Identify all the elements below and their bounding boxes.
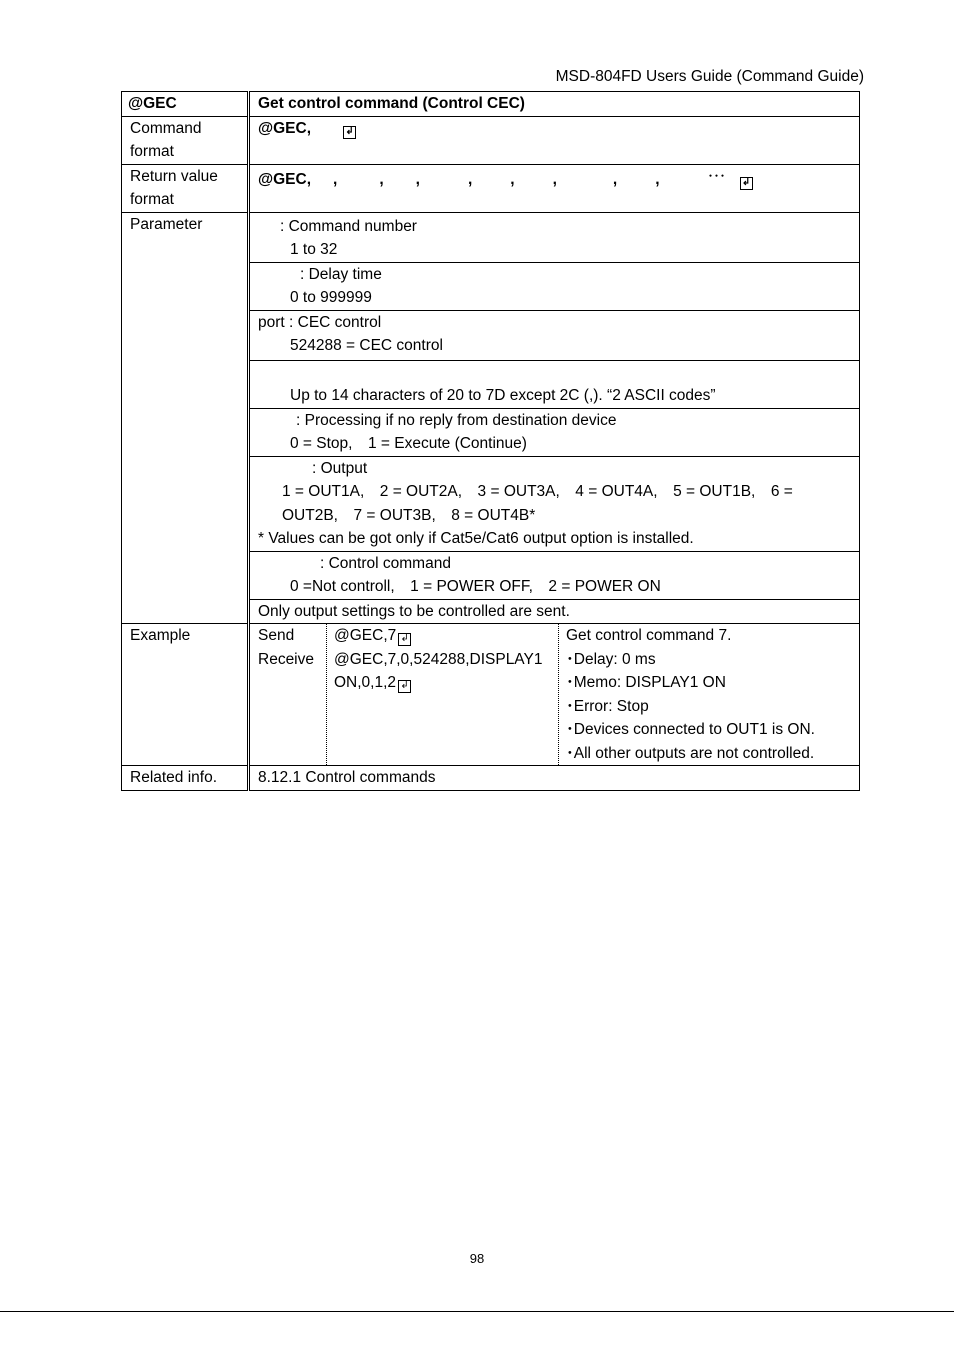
example-content xyxy=(249,624,860,766)
example-note: ･Memo: DISPLAY1 ON xyxy=(566,674,726,691)
command-format-row xyxy=(122,116,860,164)
sep-comma: , xyxy=(333,170,338,188)
param-command-number-row xyxy=(122,212,860,262)
example-row xyxy=(122,624,860,766)
sep-comma: , xyxy=(612,170,618,188)
sep-comma: , xyxy=(510,170,515,188)
example-note: ･Error: Stop xyxy=(566,697,649,715)
send-label: Send xyxy=(258,627,295,644)
page-number: 98 xyxy=(469,1251,485,1266)
related-info-value: 8.12.1 Control commands xyxy=(249,766,860,791)
receive-command-line1: @GEC,7,0,524288,DISPLAY1 xyxy=(334,650,543,668)
related-info-label: Related info. xyxy=(122,766,249,791)
example-note: Get control command 7. xyxy=(566,627,732,644)
ellipsis: ･･･ xyxy=(707,168,726,183)
enter-key-icon: ↲ xyxy=(343,126,356,139)
sep-comma: , xyxy=(655,170,660,188)
enter-key-icon: ↲ xyxy=(740,177,753,190)
enter-key-icon: ↲ xyxy=(398,680,411,693)
example-note: ･Devices connected to OUT1 is ON. xyxy=(566,721,815,738)
example-label: Example xyxy=(122,624,249,766)
receive-command-line2: ON,0,1,2 ↲ xyxy=(334,671,558,695)
return-value-format-value: @GEC, , , , , , , , , ･･･ ↲ xyxy=(249,164,860,212)
sep-comma: , xyxy=(415,170,420,188)
example-note: ･Delay: 0 ms xyxy=(566,650,656,668)
param-error: : Processing if no reply from destination device 0 = Stop, 1 = Execute (Continue) xyxy=(249,408,860,456)
table-header-row xyxy=(122,92,860,117)
parameter-label: Parameter xyxy=(122,212,249,624)
sep-comma: , xyxy=(552,170,557,188)
example-notes xyxy=(558,624,853,765)
document-header-title: MSD-804FD Users Guide (Command Guide) xyxy=(555,68,864,85)
enter-key-icon: ↲ xyxy=(398,633,411,646)
return-value-format-row xyxy=(122,164,860,212)
command-code: @GEC xyxy=(122,92,249,117)
param-footer: Only output settings to be controlled are sent. xyxy=(249,599,860,624)
command-format-label: Command format xyxy=(122,116,249,164)
param-memo: Up to 14 characters of 20 to 7D except 2C (,). “2 ASCII codes” xyxy=(249,360,860,408)
example-note: ･All other outputs are not controlled. xyxy=(566,744,815,762)
param-port: port : CEC control 524288 = CEC control xyxy=(249,310,860,360)
example-direction-labels xyxy=(258,624,326,765)
sep-comma: , xyxy=(467,170,473,188)
related-info-row xyxy=(122,766,860,791)
param-command-number: : Command number 1 to 32 xyxy=(249,212,860,262)
receive-label: Receive xyxy=(258,650,314,668)
param-control: : Control command 0 =Not controll, 1 = POWER OFF, 2 = POWER ON xyxy=(249,551,860,599)
send-command: @GEC,7 ↲ xyxy=(334,624,558,648)
example-commands xyxy=(326,624,558,765)
command-format-value: @GEC, ↲ xyxy=(249,116,860,164)
command-title: Get control command (Control CEC) xyxy=(249,92,860,117)
param-delay: : Delay time 0 to 999999 xyxy=(249,262,860,310)
return-value-format-label: Return value format xyxy=(122,164,249,212)
bottom-divider xyxy=(0,1311,954,1312)
param-output: : Output 1 = OUT1A, 2 = OUT2A, 3 = OUT3A, 4 = OUT4A, 5 = OUT1B, 6 = OUT2B, 7 = OUT3B, 8 = OUT4B* * Values can be got only if Cat5e/Cat6 output option is installed. xyxy=(249,456,860,551)
command-table xyxy=(121,91,860,791)
sep-comma: , xyxy=(379,170,384,188)
